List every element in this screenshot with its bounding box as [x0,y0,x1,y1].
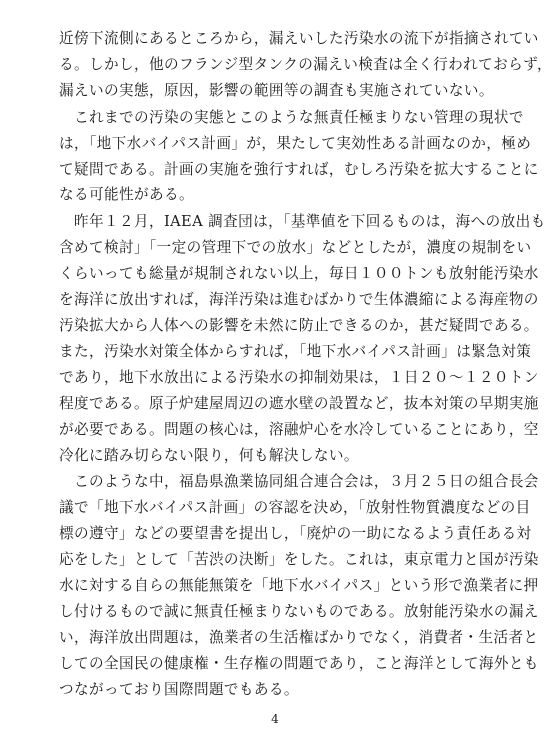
text-line: 汚染拡大から人体への影響を未然に防止できるのか，甚だ疑問である。 [59,316,539,334]
text-line: 水に対する自らの無能無策を「地下水バイパス」という形で漁業者に押 [59,577,539,595]
text-line: 冷化に踏み切らない限り，何も解決しない。 [59,446,359,464]
text-line: 近傍下流側にあるところから，漏えいした汚染水の流下が指摘されてい [59,30,539,47]
text-line: る。しかし，他のフランジ型タンクの漏えい検査は全く行われておらず， [59,55,552,73]
text-line: 含めて検討」「一定の管理下での放水」などとしたが，濃度の規制をい [59,239,532,257]
text-line: なる可能性がある。 [59,186,194,204]
text-line: また，汚染水対策全体からすれば，「地下水バイパス計画」は緊急対策 [59,342,532,360]
text-line: であり，地下水放出による汚染水の抑制効果は，１日２０～１２０トン [59,368,539,386]
text-line: 議で「地下水バイパス計画」の容認を決め，「放射性物質濃度などの目 [59,499,531,517]
text-line: しての全国民の健康権・生存権の問題であり，こと海洋として海外とも [59,654,539,672]
paragraph-1 [59,26,552,104]
text-line: 昨年１２月，IAEA 調査団は，「基準値を下回るものは，海への放出も [59,213,546,231]
text-line: て疑問である。計画の実施を強行すれば，むしろ汚染を拡大することに [59,160,539,178]
paragraph-3 [59,209,546,468]
body-text [59,26,552,704]
text-line: このような中，福島県漁業協同組合連合会は，３月２５日の組合長会 [59,473,539,491]
text-line: 標の遵守」などの要望書を提出し，「廃炉の一助になるよう責任ある対 [59,525,532,543]
text-line: 程度である。原子炉建屋周辺の遮水壁の設置など，抜本対策の早期実施 [59,394,539,412]
text-line: 漏えいの実態，原因，影響の範囲等の調査も実施されていない。 [59,81,494,99]
page-number: 4 [271,712,279,726]
text-line: し付けるもので誠に無責任極まりないものである。放射能汚染水の漏え [59,602,539,620]
paragraph-4 [59,469,539,702]
text-line: い，海洋放出問題は，漁業者の生活権ばかりでなく，消費者・生活者と [59,628,539,646]
paragraph-2 [59,105,539,209]
text-line: が必要である。問題の核心は，溶融炉心を水冷していることにあり，空 [59,420,539,438]
text-line: これまでの汚染の実態とこのような無責任極まりない管理の現状で [59,108,524,126]
text-line: は，「地下水バイパス計画」が，果たして実効性ある計画なのか，極め [59,134,532,152]
text-line: つながっており国際問題でもある。 [59,680,299,698]
text-line: くらいっても総量が規制されない以上，毎日１００トンも放射能汚染水 [59,265,539,283]
text-line: を海洋に放出すれば，海洋汚染は進むばかりで生体濃縮による海産物の [59,291,539,309]
text-line: 応をした」として「苦渋の決断」をした。これは，東京電力と国が汚染 [59,551,539,569]
